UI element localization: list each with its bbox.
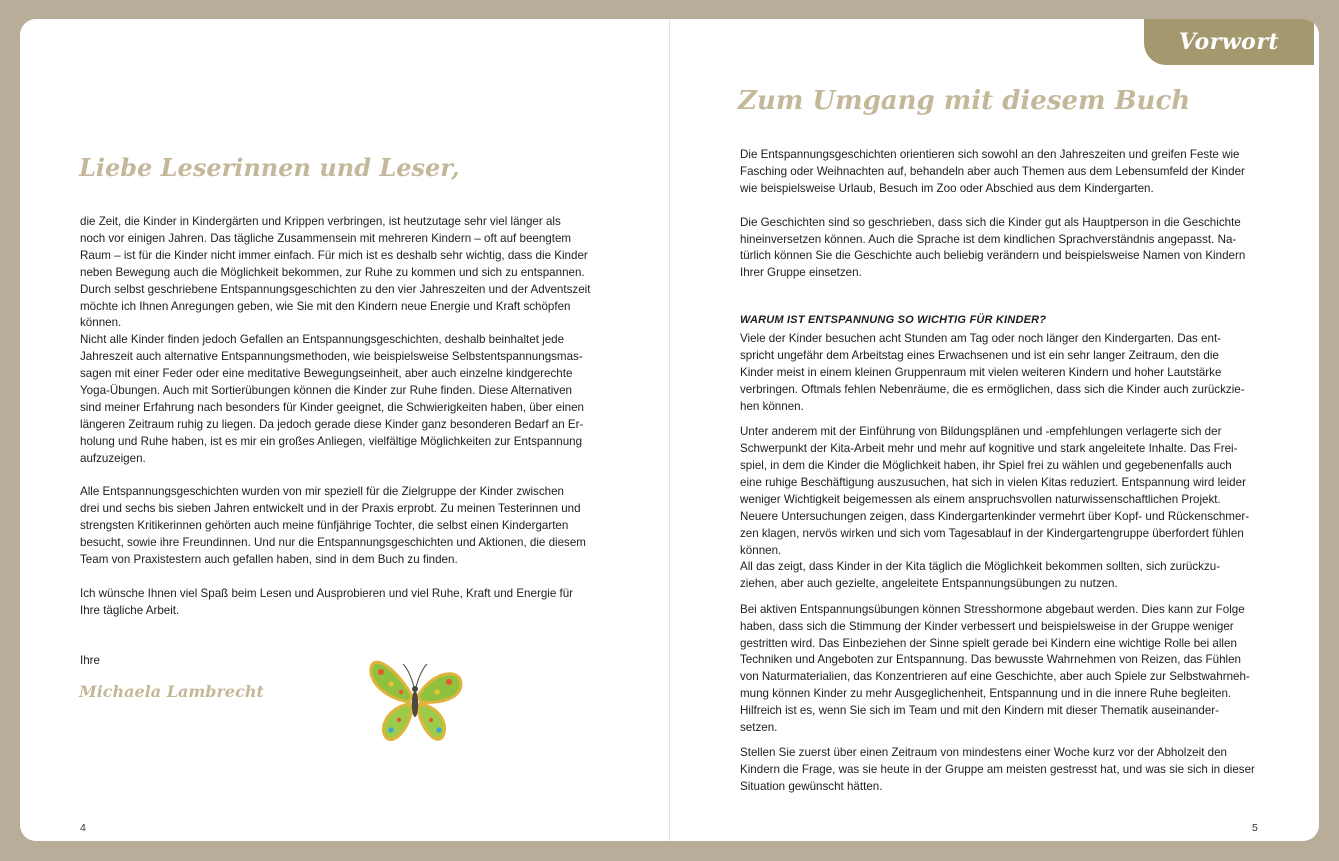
left-page-heading: Liebe Leserinnen und Leser, [79, 153, 460, 182]
paragraph: die Zeit, die Kinder in Kindergärten und Krippen verbringen, ist heutzutage sehr viel länger als noch vor einigen Jahren. Das tägliche Zusammensein mit mehreren Kindern – oft auf beengtem Raum – ist für die Kinder nicht immer einfach. Für mich ist es deshalb sehr wichtig, dass die Kinder neben Bewegung auch die Möglichkeit bekommen, zur Ruhe zu kommen und sich zu entspannen. Durch selbst geschriebene Entspannungsgeschichten zu den vier Jahreszeiten und der Adventszeit möchte ich Ihnen Anregungen geben, wie Sie mit den Kindern neue Energie und Kraft schöpfen können. Nicht alle Kinder finden jedoch Gefallen an Entspannungsgeschichten, deshalb beinhaltet jede Jahreszeit auch alternative Entspannungsmethoden, wie beispielsweise Selbstentspannungsmas- sagen mit einer Feder oder eine meditative Bewegungseinheit, aber auch einzelne kindgerechte Yoga-Übungen. Auch mit Sortierübungen können die Kinder zur Ruhe finden. Diese Alternativen sind meiner Erfahrung nach besonders für Kinder geeignet, die Schwierigkeiten haben, über einen längeren Zeitraum ruhig zu liegen. Da jedoch gerade diese Kinder ganz besonderen Bedarf an Er- holung und Ruhe haben, ist es mir ein großes Anliegen, vielfältige Möglichkeiten zur Entspannung aufzuzeigen. [80, 215, 591, 465]
right-page [670, 19, 1319, 841]
right-page-heading: Zum Umgang mit diesem Buch [738, 86, 1191, 116]
paragraph: Ich wünsche Ihnen viel Spaß beim Lesen und Ausprobieren und viel Ruhe, Kraft und Energie für Ihre tägliche Arbeit. [80, 586, 574, 617]
paragraph: Stellen Sie zuerst über einen Zeitraum von mindestens einer Woche kurz vor der Abholzeit den Kindern die Frage, was sie heute in der Gruppe am meisten gestresst hat, und was sie sich in dieser Situation gewünscht hätten. [740, 746, 1255, 794]
paragraph: Bei aktiven Entspannungsübungen können Stresshormone abgebaut werden. Dies kann zur Folge haben, dass sich die Stimmung der Kinder verbessert und beispielsweise in der Gruppe weniger gestritten wird. Das Einbeziehen der Sinne spielt gerade bei Kindern eine wichtige Rolle bei allen Techniken und Angeboten zur Entspannung. Das bewusste Wahrnehmen von Reizen, das Fühlen von Naturmaterialien, das Konzentrieren auf eine Geschichte, aber auch Spiele zur Selbstwahrneh- mung können Kinder zu mehr Ausgeglichenheit, Entspannung und in die innere Ruhe begleiten. Hilfreich ist es, wenn Sie sich im Team und mit den Kindern mit dieser Thematik auseinander- setzen. [740, 602, 1250, 735]
page-number-right: 5 [1252, 822, 1258, 834]
butterfly-illustration [365, 646, 465, 748]
right-page-body [740, 147, 1262, 805]
paragraph: Die Geschichten sind so geschrieben, dass sich die Kinder gut als Hauptperson in die Geschichte hineinversetzen können. Auch die Sprache ist dem kindlichen Sprachverständnis angepasst. Na- türlich können Sie die Geschichte auch beliebig verändern und beispielsweise Namen von Kindern Ihrer Gruppe einsetzen. [740, 215, 1246, 280]
page-number-left: 4 [80, 822, 86, 834]
author-signature: Michaela Lambrecht [79, 682, 264, 701]
left-page-body [80, 214, 605, 620]
section-subheading: WARUM IST ENTSPANNUNG SO WICHTIG FÜR KINDER? [740, 314, 1047, 327]
book-spread [20, 19, 1319, 841]
chapter-tab: Vorwort [1144, 19, 1314, 65]
paragraph: Die Entspannungsgeschichten orientieren sich sowohl an den Jahreszeiten und greifen Feste wie Fasching oder Weihnachten auf, behandeln aber auch Themen aus dem Lebensumfeld der Kinder wie beispielsweise Urlaub, Besuch im Zoo oder Abschied aus dem Kindergarten. [740, 148, 1245, 195]
paragraph: Viele der Kinder besuchen acht Stunden am Tag oder noch länger den Kindergarten. Das ent- spricht ungefähr dem Arbeitstag eines Erwachsenen und ist ein sehr langer Zeitraum, den die Kinder meist in einem kleinen Gruppenraum mit vielen weiteren Kindern und hoher Lautstärke verbringen. Oftmals fehlen Nebenräume, die es ermöglichen, dass sich die Kinder auch zurückzie- hen können. [740, 332, 1245, 413]
paragraph: Unter anderem mit der Einführung von Bildungsplänen und -empfehlungen verlagerte sich der Schwerpunkt der Kita-Arbeit mehr und mehr auf kognitive und stark angeleitete Inhalte. Das Frei- spiel, in dem die Kinder die Möglichkeit haben, ihr Spiel frei zu wählen und gegebenenfalls auch eine ruhige Beschäftigung auszusuchen, hat sich in vielen Kitas reduziert. Entspannung wird leider weniger Wichtigkeit beigemessen als einem anspruchsvollen naturwissenschaftlichen Projekt. Neuere Untersuchungen zeigen, dass Kindergartenkinder vermehrt über Kopf- und Rückenschmer- zen klagen, nervös wirken und sich vom Tagesablauf in der Kindergartengruppe überfordert fühlen können. All das zeigt, dass Kinder in der Kita täglich die Möglichkeit bekommen sollten, sich zurückzu- ziehen, aber auch gezielte, angeleitete Entspannungsübungen zu nutzen. [740, 425, 1250, 591]
signoff: Ihre [80, 654, 100, 667]
left-page [20, 19, 669, 841]
paragraph: Alle Entspannungsgeschichten wurden von mir speziell für die Zielgruppe der Kinder zwischen drei und sechs bis sieben Jahren entwickelt und in der Praxis erprobt. Zu meinen Testerinnen und strengsten Kritikerinnen gehörten auch meine fünfjährige Tochter, die selbst einen Kindergarten besucht, sowie ihre Freundinnen. Und nur die Entspannungsgeschichten und Aktionen, die diesem Team von Praxistestern auch gefallen haben, sind in dem Buch zu finden. [80, 485, 586, 567]
